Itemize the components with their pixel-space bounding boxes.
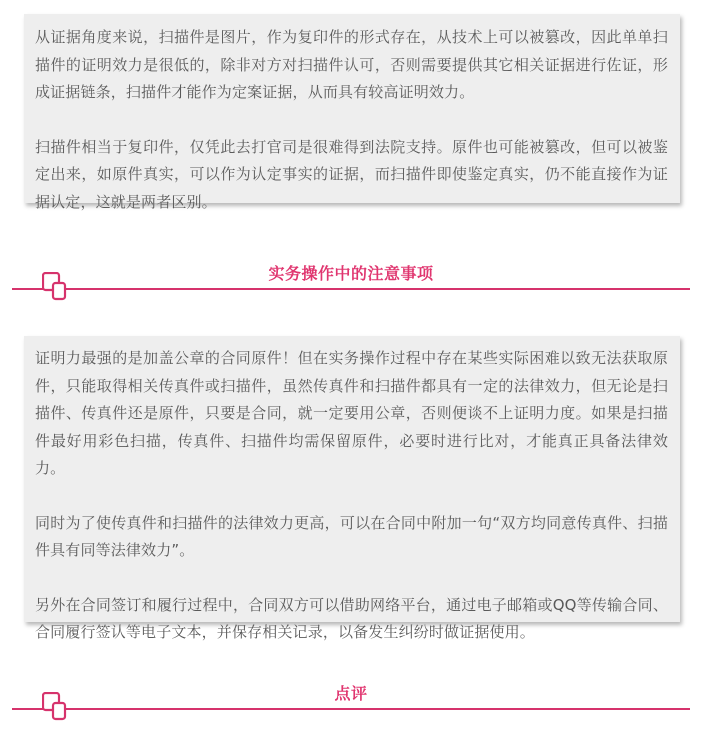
paragraph: 从证据角度来说，扫描件是图片，作为复印件的形式存在，从技术上可以被篡改，因此单单扫描件的证明效力是很低的，除非对方对扫描件认可，否则需要提供其它相关证据进行佐证，形成证据链条，扫描件才能作为定案证据，从而具有较高证明效力。 (35, 28, 668, 101)
text-card-2 (24, 336, 680, 641)
paragraph: 另外在合同签订和履行过程中，合同双方可以借助网络平台，通过电子邮箱或QQ等传输合同、合同履行签认等电子文本，并保存相关记录，以备发生纠纷时做证据使用。 (35, 595, 668, 641)
section-title: 点评 (334, 684, 368, 703)
heading-divider (12, 288, 690, 290)
paragraph: 同时为了使传真件和扫描件的法律效力更高，可以在合同中附加一句“双方均同意传真件、扫描件具有同等法律效力”。 (35, 513, 668, 559)
text-card-1 (24, 14, 680, 211)
paragraph: 证明力最强的是加盖公章的合同原件！但在实务操作过程中存在某些实际困难以致无法获取原件，只能取得相关传真件或扫描件，虽然传真件和扫描件都具有一定的法律效力，但无论是扫描件、传真件还是原件，只要是合同，就一定要用公章，否则便谈不上证明力度。如果是扫描件最好用彩色扫描，传真件、扫描件均需保留原件，必要时进行比对，才能真正具备法律效力。 (35, 349, 668, 477)
heading-divider (12, 708, 690, 710)
section-heading-1 (12, 258, 690, 298)
section-heading-2 (12, 678, 690, 718)
paragraph: 扫描件相当于复印件，仅凭此去打官司是很难得到法院支持。原件也可能被篡改，但可以被鉴定出来，如原件真实，可以作为认定事实的证据，而扫描件即使鉴定真实，仍不能直接作为证据认定，这就是两者区别。 (35, 137, 668, 211)
section-title: 实务操作中的注意事项 (268, 264, 434, 283)
